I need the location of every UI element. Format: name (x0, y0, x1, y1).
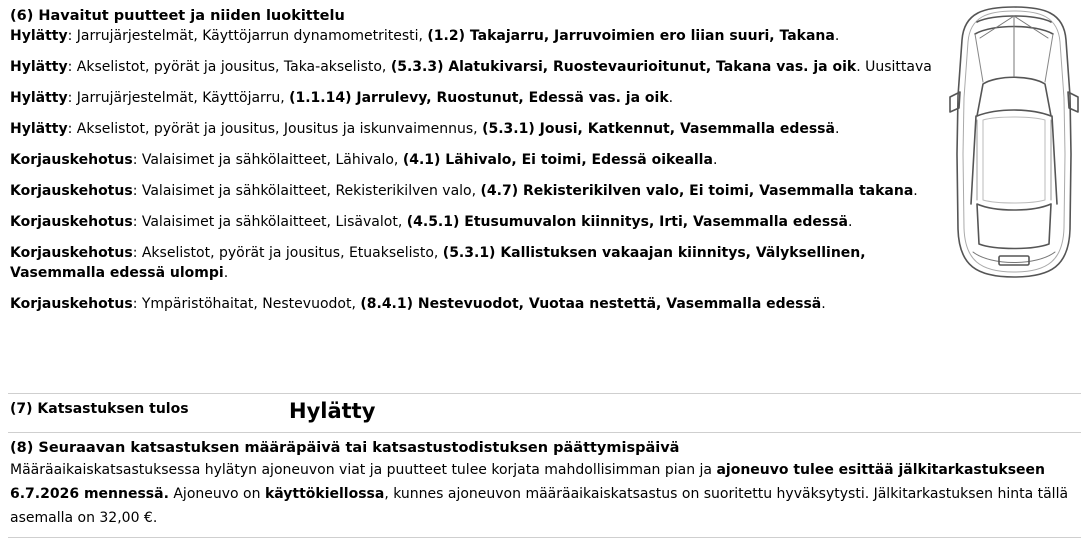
finding-tail: . (847, 214, 853, 230)
finding-class: Hylätty (10, 90, 68, 106)
finding-detail: (1.2) Takajarru, Jarruvoimien ero liian suuri, Takana (427, 28, 835, 44)
finding-tail: . (668, 90, 674, 106)
finding-item (10, 150, 935, 170)
finding-item (10, 212, 935, 232)
finding-category: : Ympäristöhaitat, Nestevuodot, (132, 296, 361, 312)
finding-detail: (4.5.1) Etusumuvalon kiinnitys, Irti, Vasemmalla edessä (406, 214, 848, 230)
finding-category: : Jarrujärjestelmät, Käyttöjarrun dynamometritesti, (67, 28, 428, 44)
finding-item (10, 88, 935, 108)
finding-tail: . (712, 152, 718, 168)
section-6 (10, 6, 935, 314)
finding-item (10, 119, 935, 139)
body-text: Määräaikaiskatsastuksessa hylätyn ajoneuvon viat ja puutteet tulee korjata mahdollisimman pian ja (10, 462, 717, 478)
finding-class: Korjauskehotus (10, 214, 133, 230)
section-8 (10, 438, 1075, 530)
finding-category: : Valaisimet ja sähkölaitteet, Lisävalot, (132, 214, 407, 230)
finding-category: : Jarrujärjestelmät, Käyttöjarru, (67, 90, 290, 106)
finding-class: Korjauskehotus (10, 152, 133, 168)
divider (8, 393, 1081, 394)
finding-item (10, 57, 935, 77)
car-diagram-icon (947, 4, 1081, 282)
body-bold-deadline: ajoneuvo tulee esittää jälkitarkastukseen 6.7.2026 mennessä. (10, 462, 1046, 502)
finding-detail: (5.3.3) Alatukivarsi, Ruostevaurioitunut, Takana vas. ja oik (390, 59, 857, 75)
finding-category: : Akselistot, pyörät ja jousitus, Etuakselisto, (132, 245, 443, 261)
finding-category: : Valaisimet ja sähkölaitteet, Lähivalo, (132, 152, 403, 168)
finding-category: : Akselistot, pyörät ja jousitus, Jousitus ja iskunvaimennus, (67, 121, 483, 137)
finding-tail: . (223, 265, 229, 281)
inspection-result: Hylätty (289, 399, 376, 423)
section-6-title: (6) Havaitut puutteet ja niiden luokittelu (10, 8, 345, 24)
section-8-title: (8) Seuraavan katsastuksen määräpäivä tai katsastustodistuksen päättymispäivä (10, 440, 680, 456)
body-text: Ajoneuvo on (168, 486, 265, 502)
finding-class: Hylätty (10, 121, 68, 137)
section-7-label: (7) Katsastuksen tulos (10, 401, 189, 417)
finding-tail: . (834, 28, 840, 44)
divider (8, 432, 1081, 433)
finding-class: Korjauskehotus (10, 296, 133, 312)
finding-detail: (1.1.14) Jarrulevy, Ruostunut, Edessä vas. ja oik (289, 90, 669, 106)
finding-item (10, 26, 935, 46)
finding-detail: (5.3.1) Kallistuksen vakaajan kiinnitys, Välyksellinen, Vasemmalla edessä ulompi (10, 245, 866, 281)
finding-item (10, 181, 935, 201)
finding-detail: (4.7) Rekisterikilven valo, Ei toimi, Vasemmalla takana (480, 183, 914, 199)
section-8-body (10, 458, 1075, 530)
finding-class: Korjauskehotus (10, 183, 133, 199)
finding-tail: . (821, 296, 826, 312)
finding-item (10, 243, 935, 283)
finding-class: Hylätty (10, 28, 68, 44)
finding-class: Hylätty (10, 59, 68, 75)
finding-item (10, 294, 935, 314)
finding-category: : Akselistot, pyörät ja jousitus, Taka-akselisto, (67, 59, 391, 75)
finding-detail: (8.4.1) Nestevuodot, Vuotaa nestettä, Vasemmalla edessä (360, 296, 822, 312)
finding-class: Korjauskehotus (10, 245, 133, 261)
divider (8, 537, 1081, 538)
finding-tail: . (834, 121, 840, 137)
finding-tail: . Uusittava (856, 59, 932, 75)
finding-category: : Valaisimet ja sähkölaitteet, Rekisterikilven valo, (132, 183, 481, 199)
finding-detail: (4.1) Lähivalo, Ei toimi, Edessä oikealla (402, 152, 713, 168)
body-text: , kunnes ajoneuvon määräaikaiskatsastus on suoritettu hyväksytysti. Jälkitarkastuksen hinta tällä asemalla on 32,00 €. (10, 486, 1069, 526)
finding-detail: (5.3.1) Jousi, Katkennut, Vasemmalla edessä (482, 121, 835, 137)
body-bold-prohibition: käyttökiellossa (264, 486, 385, 502)
finding-tail: . (913, 183, 918, 199)
